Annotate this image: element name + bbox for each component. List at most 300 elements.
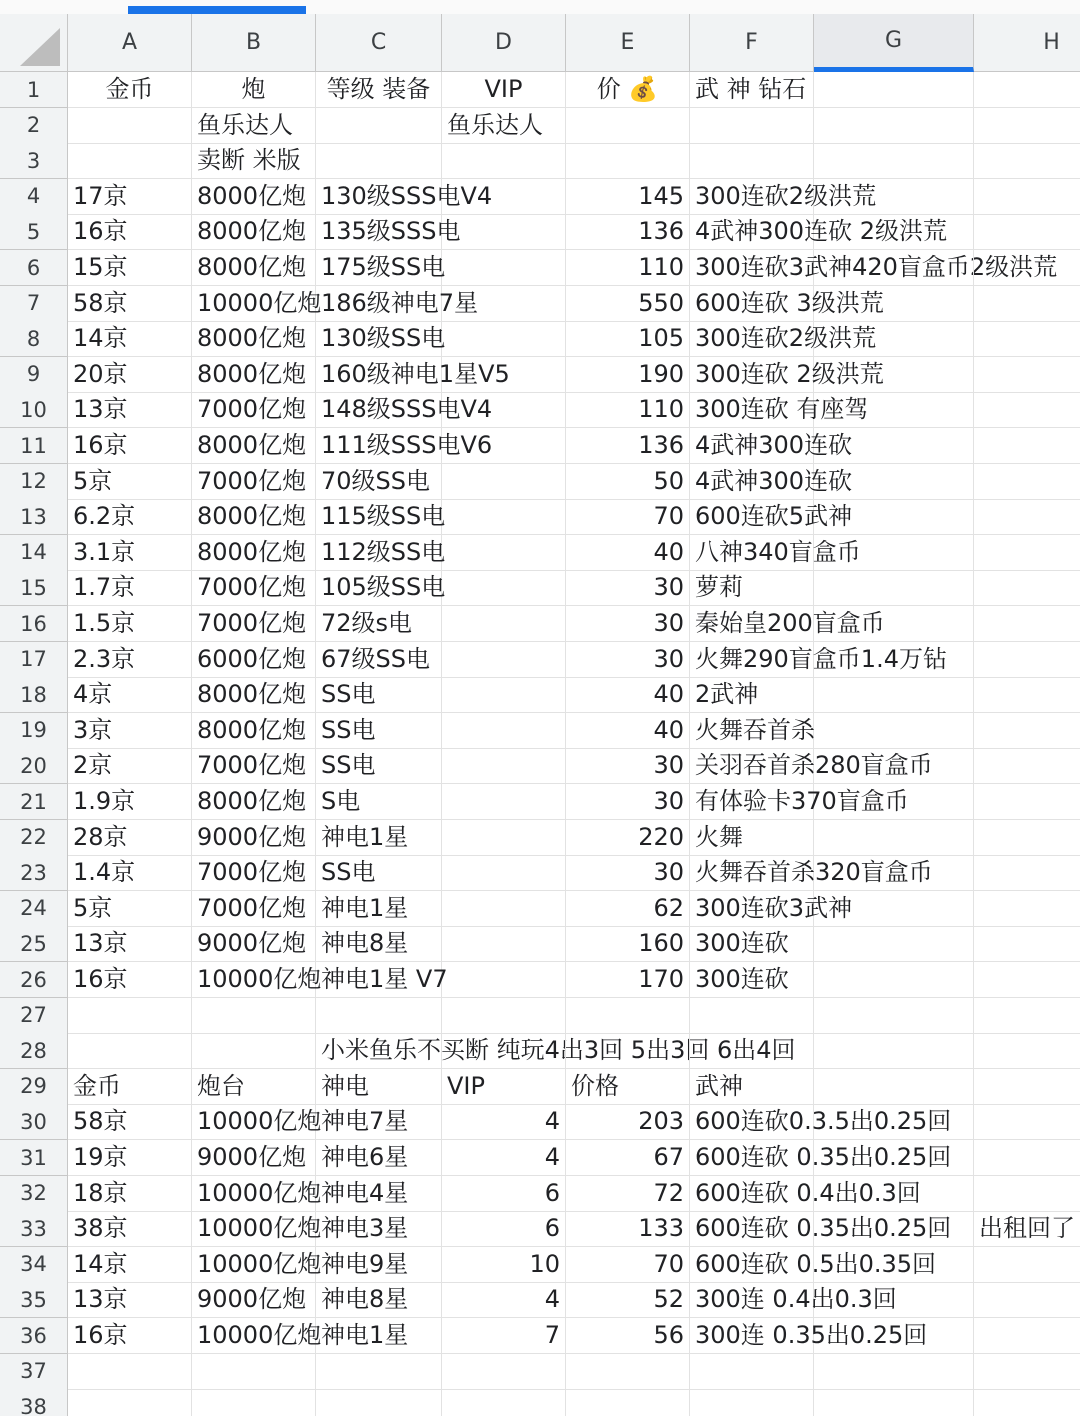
cell-b31[interactable]: 9000亿炮 [192,1140,316,1176]
cell-g26[interactable] [814,962,974,998]
cell-b20[interactable]: 7000亿炮 [192,748,316,784]
cell-a25[interactable]: 13京 [68,926,192,962]
cell-e25[interactable]: 160 [566,926,690,962]
cell-f31[interactable]: 600连砍 0.35出0.25回 [690,1140,814,1176]
cell-d30[interactable]: 4 [442,1104,566,1140]
cell-g38[interactable] [814,1389,974,1416]
cell-c9[interactable]: 160级神电1星V5 [316,357,442,393]
cell-b24[interactable]: 7000亿炮 [192,891,316,927]
cell-h33[interactable]: 出租回了 [974,1211,1080,1247]
cell-h32[interactable] [974,1176,1080,1212]
row-header[interactable]: 11 [0,428,68,464]
cell-b11[interactable]: 8000亿炮 [192,428,316,464]
cell-h28[interactable] [974,1033,1080,1069]
cell-a12[interactable]: 5京 [68,464,192,500]
cell-e32[interactable]: 72 [566,1176,690,1212]
cell-h3[interactable] [974,143,1080,179]
cell-c2[interactable] [316,108,442,144]
cell-h38[interactable] [974,1389,1080,1416]
cell-f9[interactable]: 300连砍 2级洪荒 [690,357,814,393]
cell-b38[interactable] [192,1389,316,1416]
cell-a1[interactable]: 金币 [68,72,192,108]
cell-e3[interactable] [566,143,690,179]
cell-c32[interactable]: 神电4星 [316,1176,442,1212]
cell-f11[interactable]: 4武神300连砍 [690,428,814,464]
cell-f5[interactable]: 4武神300连砍 2级洪荒 [690,214,814,250]
cell-g6[interactable] [814,250,974,286]
cell-b14[interactable]: 8000亿炮 [192,535,316,571]
cell-g28[interactable] [814,1033,974,1069]
cell-d10[interactable] [442,392,566,428]
cell-f6[interactable]: 300连砍3武神420盲盒币2级洪荒 [690,250,814,286]
cell-h1[interactable] [974,72,1080,108]
cell-f38[interactable] [690,1389,814,1416]
cell-d2[interactable]: 鱼乐达人 [442,108,566,144]
cell-d26[interactable] [442,962,566,998]
cell-d17[interactable] [442,642,566,678]
cell-e14[interactable]: 40 [566,535,690,571]
cell-e11[interactable]: 136 [566,428,690,464]
cell-h13[interactable] [974,499,1080,535]
cell-f16[interactable]: 秦始皇200盲盒币 [690,606,814,642]
cell-h31[interactable] [974,1140,1080,1176]
cell-f19[interactable]: 火舞吞首杀 [690,713,814,749]
cell-h19[interactable] [974,713,1080,749]
cell-a8[interactable]: 14京 [68,321,192,357]
cell-e12[interactable]: 50 [566,464,690,500]
row-header[interactable]: 3 [0,143,68,179]
row-header[interactable]: 24 [0,891,68,927]
cell-b28[interactable] [192,1033,316,1069]
cell-c7[interactable]: 186级神电7星 [316,286,442,322]
cell-h9[interactable] [974,357,1080,393]
cell-g18[interactable] [814,677,974,713]
cell-b25[interactable]: 9000亿炮 [192,926,316,962]
cell-e23[interactable]: 30 [566,855,690,891]
cell-a28[interactable] [68,1033,192,1069]
column-header-h[interactable]: H [974,14,1080,72]
cell-g1[interactable] [814,72,974,108]
cell-a34[interactable]: 14京 [68,1247,192,1283]
row-header[interactable]: 13 [0,499,68,535]
cell-c34[interactable]: 神电9星 [316,1247,442,1283]
cell-h10[interactable] [974,392,1080,428]
cell-f3[interactable] [690,143,814,179]
cell-g20[interactable] [814,748,974,784]
cell-e24[interactable]: 62 [566,891,690,927]
cell-c12[interactable]: 70级SS电 [316,464,442,500]
cell-g32[interactable] [814,1176,974,1212]
cell-f23[interactable]: 火舞吞首杀320盲盒币 [690,855,814,891]
cell-a31[interactable]: 19京 [68,1140,192,1176]
cell-c30[interactable]: 神电7星 [316,1104,442,1140]
cell-d36[interactable]: 7 [442,1318,566,1354]
cell-a15[interactable]: 1.7京 [68,570,192,606]
cell-f13[interactable]: 600连砍5武神 [690,499,814,535]
cell-b27[interactable] [192,998,316,1034]
cell-g7[interactable] [814,286,974,322]
row-header[interactable]: 15 [0,570,68,606]
cell-g13[interactable] [814,499,974,535]
cell-e2[interactable] [566,108,690,144]
cell-d25[interactable] [442,926,566,962]
cell-c31[interactable]: 神电6星 [316,1140,442,1176]
cell-h22[interactable] [974,820,1080,856]
cell-a18[interactable]: 4京 [68,677,192,713]
cell-e31[interactable]: 67 [566,1140,690,1176]
cell-d24[interactable] [442,891,566,927]
row-header[interactable]: 8 [0,321,68,357]
row-header[interactable]: 12 [0,464,68,500]
row-header[interactable]: 31 [0,1140,68,1176]
cell-d32[interactable]: 6 [442,1176,566,1212]
cell-d21[interactable] [442,784,566,820]
cell-a29[interactable]: 金币 [68,1069,192,1105]
cell-c24[interactable]: 神电1星 [316,891,442,927]
cell-f32[interactable]: 600连砍 0.4出0.3回 [690,1176,814,1212]
cell-a13[interactable]: 6.2京 [68,499,192,535]
cell-d14[interactable] [442,535,566,571]
cell-g12[interactable] [814,464,974,500]
cell-e35[interactable]: 52 [566,1282,690,1318]
cell-d15[interactable] [442,570,566,606]
row-header[interactable]: 36 [0,1318,68,1354]
cell-a6[interactable]: 15京 [68,250,192,286]
cell-d9[interactable] [442,357,566,393]
cell-h30[interactable] [974,1104,1080,1140]
cell-e36[interactable]: 56 [566,1318,690,1354]
cell-a27[interactable] [68,998,192,1034]
cell-b15[interactable]: 7000亿炮 [192,570,316,606]
cell-d3[interactable] [442,143,566,179]
cell-b2[interactable]: 鱼乐达人 [192,108,316,144]
cell-e16[interactable]: 30 [566,606,690,642]
cell-d27[interactable] [442,998,566,1034]
cell-c14[interactable]: 112级SS电 [316,535,442,571]
cell-b13[interactable]: 8000亿炮 [192,499,316,535]
cell-h34[interactable] [974,1247,1080,1283]
cell-b17[interactable]: 6000亿炮 [192,642,316,678]
cell-a24[interactable]: 5京 [68,891,192,927]
cell-f36[interactable]: 300连 0.35出0.25回 [690,1318,814,1354]
cell-b12[interactable]: 7000亿炮 [192,464,316,500]
column-header-d[interactable]: D [442,14,566,72]
cell-b4[interactable]: 8000亿炮 [192,179,316,215]
cell-c17[interactable]: 67级SS电 [316,642,442,678]
column-header-f[interactable]: F [690,14,814,72]
cell-a26[interactable]: 16京 [68,962,192,998]
cell-e37[interactable] [566,1354,690,1390]
cell-f14[interactable]: 八神340盲盒币 [690,535,814,571]
cell-g14[interactable] [814,535,974,571]
cell-a30[interactable]: 58京 [68,1104,192,1140]
cell-d6[interactable] [442,250,566,286]
cell-h20[interactable] [974,748,1080,784]
cell-d18[interactable] [442,677,566,713]
cell-g34[interactable] [814,1247,974,1283]
cell-g9[interactable] [814,357,974,393]
cell-c13[interactable]: 115级SS电 [316,499,442,535]
cell-a7[interactable]: 58京 [68,286,192,322]
cell-f2[interactable] [690,108,814,144]
cell-f18[interactable]: 2武神 [690,677,814,713]
cell-f15[interactable]: 萝莉 [690,570,814,606]
cell-h15[interactable] [974,570,1080,606]
cell-f27[interactable] [690,998,814,1034]
cell-g2[interactable] [814,108,974,144]
cell-f25[interactable]: 300连砍 [690,926,814,962]
cell-c35[interactable]: 神电8星 [316,1282,442,1318]
cell-c15[interactable]: 105级SS电 [316,570,442,606]
cell-h24[interactable] [974,891,1080,927]
cell-d23[interactable] [442,855,566,891]
cell-b37[interactable] [192,1354,316,1390]
cell-a14[interactable]: 3.1京 [68,535,192,571]
cell-a32[interactable]: 18京 [68,1176,192,1212]
cell-b26[interactable]: 10000亿炮 [192,962,316,998]
cell-a11[interactable]: 16京 [68,428,192,464]
cell-b16[interactable]: 7000亿炮 [192,606,316,642]
cell-a22[interactable]: 28京 [68,820,192,856]
cell-b33[interactable]: 10000亿炮 [192,1211,316,1247]
cell-a37[interactable] [68,1354,192,1390]
cell-c22[interactable]: 神电1星 [316,820,442,856]
cell-f33[interactable]: 600连砍 0.35出0.25回 [690,1211,814,1247]
cell-f30[interactable]: 600连砍0.3.5出0.25回 [690,1104,814,1140]
row-header[interactable]: 2 [0,108,68,144]
cell-b32[interactable]: 10000亿炮 [192,1176,316,1212]
row-header[interactable]: 5 [0,214,68,250]
cell-a19[interactable]: 3京 [68,713,192,749]
cell-c10[interactable]: 148级SSS电V4 [316,392,442,428]
cell-g33[interactable] [814,1211,974,1247]
cell-c8[interactable]: 130级SS电 [316,321,442,357]
row-header[interactable]: 38 [0,1389,68,1416]
cell-a23[interactable]: 1.4京 [68,855,192,891]
row-header[interactable]: 33 [0,1211,68,1247]
cell-d37[interactable] [442,1354,566,1390]
cell-c19[interactable]: SS电 [316,713,442,749]
cell-g35[interactable] [814,1282,974,1318]
cell-c3[interactable] [316,143,442,179]
cell-f21[interactable]: 有体验卡370盲盒币 [690,784,814,820]
cell-e21[interactable]: 30 [566,784,690,820]
cell-d22[interactable] [442,820,566,856]
cell-f10[interactable]: 300连砍 有座驾 [690,392,814,428]
cell-e17[interactable]: 30 [566,642,690,678]
cell-g31[interactable] [814,1140,974,1176]
cell-e34[interactable]: 70 [566,1247,690,1283]
cell-d31[interactable]: 4 [442,1140,566,1176]
cell-a16[interactable]: 1.5京 [68,606,192,642]
cell-h4[interactable] [974,179,1080,215]
cell-h37[interactable] [974,1354,1080,1390]
cell-g29[interactable] [814,1069,974,1105]
cell-g17[interactable] [814,642,974,678]
column-header-e[interactable]: E [566,14,690,72]
cell-d35[interactable]: 4 [442,1282,566,1318]
cell-h25[interactable] [974,926,1080,962]
cell-a10[interactable]: 13京 [68,392,192,428]
cell-f34[interactable]: 600连砍 0.5出0.35回 [690,1247,814,1283]
cell-b36[interactable]: 10000亿炮 [192,1318,316,1354]
row-header[interactable]: 1 [0,72,68,108]
row-header[interactable]: 16 [0,606,68,642]
cell-e5[interactable]: 136 [566,214,690,250]
cell-b18[interactable]: 8000亿炮 [192,677,316,713]
cell-g25[interactable] [814,926,974,962]
cell-f8[interactable]: 300连砍2级洪荒 [690,321,814,357]
row-header[interactable]: 22 [0,820,68,856]
cell-a20[interactable]: 2京 [68,748,192,784]
cell-d7[interactable] [442,286,566,322]
column-header-g[interactable]: G [814,14,974,72]
cell-e1[interactable]: 价 💰 [566,72,690,108]
row-header[interactable]: 32 [0,1176,68,1212]
cell-a21[interactable]: 1.9京 [68,784,192,820]
cell-c38[interactable] [316,1389,442,1416]
row-header[interactable]: 23 [0,855,68,891]
cell-a3[interactable] [68,143,192,179]
cell-a5[interactable]: 16京 [68,214,192,250]
cell-a4[interactable]: 17京 [68,179,192,215]
cell-e38[interactable] [566,1389,690,1416]
row-header[interactable]: 37 [0,1354,68,1390]
cell-f24[interactable]: 300连砍3武神 [690,891,814,927]
row-header[interactable]: 35 [0,1282,68,1318]
row-header[interactable]: 4 [0,179,68,215]
row-header[interactable]: 34 [0,1247,68,1283]
cell-a2[interactable] [68,108,192,144]
cell-g30[interactable] [814,1104,974,1140]
cell-g24[interactable] [814,891,974,927]
cell-h17[interactable] [974,642,1080,678]
cell-g10[interactable] [814,392,974,428]
cell-f37[interactable] [690,1354,814,1390]
cell-f17[interactable]: 火舞290盲盒币1.4万钻 [690,642,814,678]
cell-e6[interactable]: 110 [566,250,690,286]
cell-d12[interactable] [442,464,566,500]
cell-d8[interactable] [442,321,566,357]
cell-e20[interactable]: 30 [566,748,690,784]
row-header[interactable]: 21 [0,784,68,820]
row-header[interactable]: 20 [0,748,68,784]
cell-d19[interactable] [442,713,566,749]
cell-h18[interactable] [974,677,1080,713]
cell-g11[interactable] [814,428,974,464]
cell-d5[interactable] [442,214,566,250]
cell-b21[interactable]: 8000亿炮 [192,784,316,820]
row-header[interactable]: 30 [0,1104,68,1140]
cell-d11[interactable] [442,428,566,464]
cell-g5[interactable] [814,214,974,250]
cell-g36[interactable] [814,1318,974,1354]
cell-a35[interactable]: 13京 [68,1282,192,1318]
cell-f12[interactable]: 4武神300连砍 [690,464,814,500]
cell-f29[interactable]: 武神 [690,1069,814,1105]
select-all-corner[interactable] [0,14,68,72]
cell-c16[interactable]: 72级s电 [316,606,442,642]
cell-b7[interactable]: 10000亿炮 [192,286,316,322]
row-header[interactable]: 10 [0,392,68,428]
row-header[interactable]: 18 [0,677,68,713]
cell-c20[interactable]: SS电 [316,748,442,784]
cell-b19[interactable]: 8000亿炮 [192,713,316,749]
cell-c18[interactable]: SS电 [316,677,442,713]
cell-e18[interactable]: 40 [566,677,690,713]
cell-a36[interactable]: 16京 [68,1318,192,1354]
cell-b35[interactable]: 9000亿炮 [192,1282,316,1318]
cell-d29[interactable]: VIP [442,1069,566,1105]
column-header-b[interactable]: B [192,14,316,72]
cell-d4[interactable] [442,179,566,215]
cell-g16[interactable] [814,606,974,642]
cell-b34[interactable]: 10000亿炮 [192,1247,316,1283]
row-header[interactable]: 9 [0,357,68,393]
cell-e15[interactable]: 30 [566,570,690,606]
cell-d28[interactable] [442,1033,566,1069]
cell-f1[interactable]: 武 神 钻石 [690,72,814,108]
cell-g23[interactable] [814,855,974,891]
cell-h27[interactable] [974,998,1080,1034]
cell-e22[interactable]: 220 [566,820,690,856]
cell-e33[interactable]: 133 [566,1211,690,1247]
cell-f28[interactable] [690,1033,814,1069]
cell-d34[interactable]: 10 [442,1247,566,1283]
cell-d13[interactable] [442,499,566,535]
cell-e29[interactable]: 价格 [566,1069,690,1105]
cell-g22[interactable] [814,820,974,856]
cell-h12[interactable] [974,464,1080,500]
cell-c27[interactable] [316,998,442,1034]
cell-e7[interactable]: 550 [566,286,690,322]
cell-f35[interactable]: 300连 0.4出0.3回 [690,1282,814,1318]
row-header[interactable]: 27 [0,998,68,1034]
cell-h14[interactable] [974,535,1080,571]
cell-e10[interactable]: 110 [566,392,690,428]
cell-h26[interactable] [974,962,1080,998]
cell-e8[interactable]: 105 [566,321,690,357]
cell-c26[interactable]: 神电1星 V7 [316,962,442,998]
cell-e9[interactable]: 190 [566,357,690,393]
cell-b29[interactable]: 炮台 [192,1069,316,1105]
cell-c37[interactable] [316,1354,442,1390]
cell-h6[interactable] [974,250,1080,286]
cell-d20[interactable] [442,748,566,784]
cell-b1[interactable]: 炮 [192,72,316,108]
row-header[interactable]: 26 [0,962,68,998]
cell-g15[interactable] [814,570,974,606]
cell-a17[interactable]: 2.3京 [68,642,192,678]
cell-b3[interactable]: 卖断 米版 [192,143,316,179]
cell-c4[interactable]: 130级SSS电V4 [316,179,442,215]
cell-b30[interactable]: 10000亿炮 [192,1104,316,1140]
cell-h2[interactable] [974,108,1080,144]
cell-e26[interactable]: 170 [566,962,690,998]
cell-e27[interactable] [566,998,690,1034]
cell-h35[interactable] [974,1282,1080,1318]
cell-b23[interactable]: 7000亿炮 [192,855,316,891]
row-header[interactable]: 14 [0,535,68,571]
cell-b8[interactable]: 8000亿炮 [192,321,316,357]
cell-g8[interactable] [814,321,974,357]
cell-c21[interactable]: S电 [316,784,442,820]
cell-e30[interactable]: 203 [566,1104,690,1140]
cell-h8[interactable] [974,321,1080,357]
cell-e13[interactable]: 70 [566,499,690,535]
cell-c6[interactable]: 175级SS电 [316,250,442,286]
row-header[interactable]: 29 [0,1069,68,1105]
